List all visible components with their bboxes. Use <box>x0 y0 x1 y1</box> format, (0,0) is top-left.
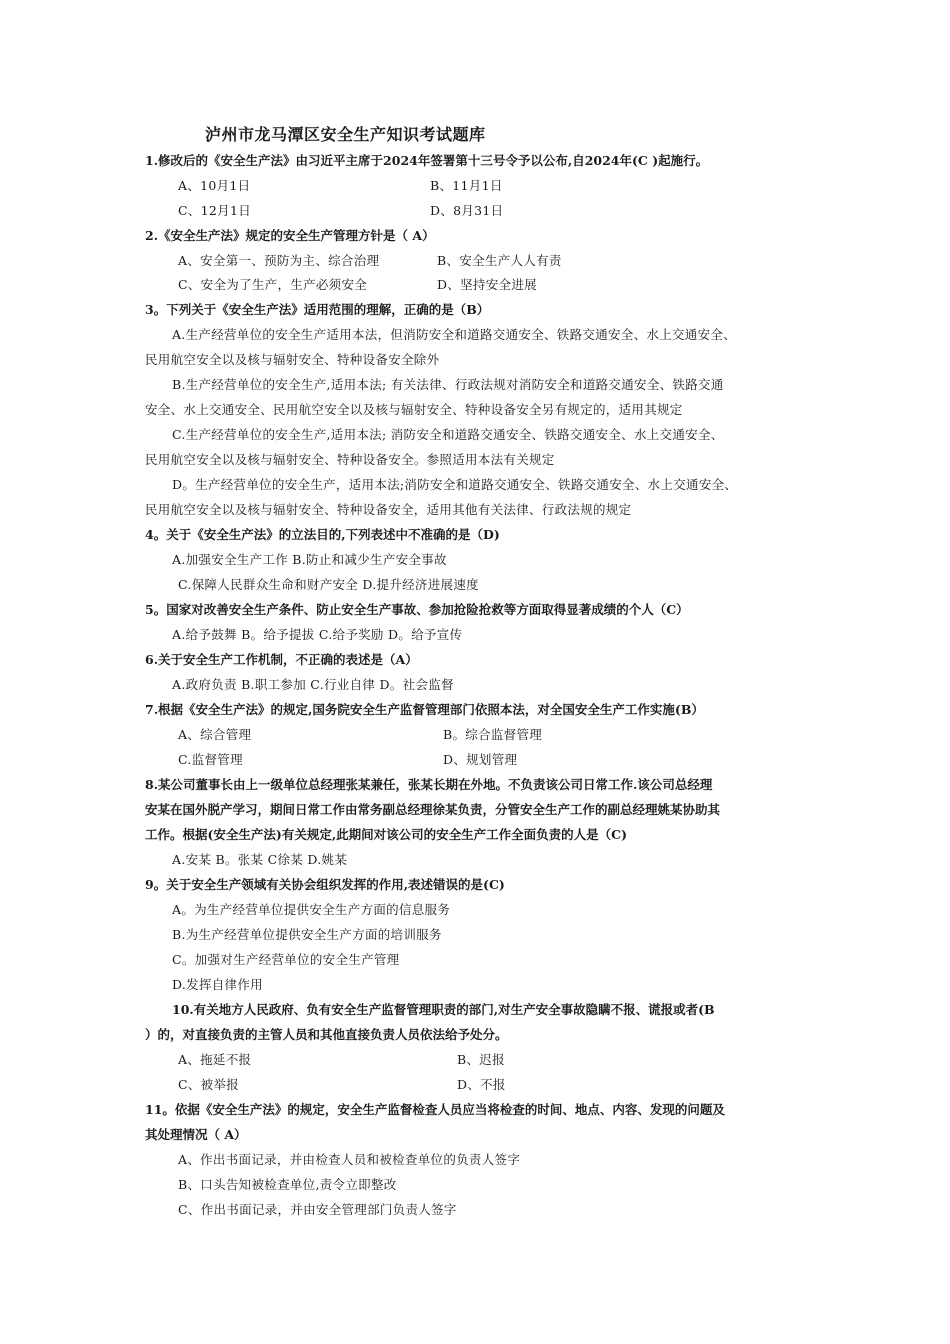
question-text: 9。关于安全生产领域有关协会组织发挥的作用,表述错误的是(C) <box>145 877 505 892</box>
option-text: C.保障人民群众生命和财产安全 D.提升经济进展速度 <box>178 577 479 592</box>
question-text: 6.关于安全生产工作机制，不正确的表述是（A） <box>145 652 418 667</box>
option-text: 民用航空安全以及核与辐射安全、特种设备安全。参照适用本法有关规定 <box>145 452 555 467</box>
option-text: 民用航空安全以及核与辐射安全、特种设备安全除外 <box>145 352 440 367</box>
option-text: A、作出书面记录，并由检查人员和被检查单位的负责人签字 <box>178 1152 521 1167</box>
option-text: D、不报 <box>457 1077 506 1092</box>
option-text: D、规划管理 <box>443 752 518 767</box>
option-text: A、安全第一、预防为主、综合治理 <box>178 253 380 268</box>
option-text: C、安全为了生产，生产必须安全 <box>178 277 368 292</box>
question-text: 3。下列关于《安全生产法》适用范围的理解，正确的是（B） <box>145 302 490 317</box>
question-text: 4。关于《安全生产法》的立法目的,下列表述中不准确的是（D) <box>145 527 500 542</box>
option-text: D、坚持安全进展 <box>437 277 537 292</box>
question-text: 安某在国外脱产学习，期间日常工作由常务副总经理徐某负责，分管安全生产工作的副总经理姚某协助其 <box>145 802 721 817</box>
option-text: C.监督管理 <box>178 752 243 767</box>
option-text: B.生产经营单位的安全生产,适用本法; 有关法律、行政法规对消防安全和道路交通安全、铁路交通 <box>172 377 724 392</box>
option-text: B、口头告知被检查单位,责令立即整改 <box>178 1177 397 1192</box>
option-text: D。生产经营单位的安全生产，适用本法;消防安全和道路交通安全、铁路交通安全、水上交通安全、 <box>172 477 738 492</box>
question-text: 8.某公司董事长由上一级单位总经理张某兼任，张某长期在外地。不负责该公司日常工作.该公司总经理 <box>145 777 713 792</box>
option-text: 民用航空安全以及核与辐射安全、特种设备安全，适用其他有关法律、行政法规的规定 <box>145 502 632 517</box>
option-text: 安全、水上交通安全、民用航空安全以及核与辐射安全、特种设备安全另有规定的，适用其规定 <box>145 402 683 417</box>
option-text: B、安全生产人人有责 <box>437 253 562 268</box>
option-text: A。为生产经营单位提供安全生产方面的信息服务 <box>172 902 451 917</box>
option-text: A、拖延不报 <box>178 1052 252 1067</box>
question-text: 7.根据《安全生产法》的规定,国务院安全生产监督管理部门依照本法，对全国安全生产工作实施(B） <box>145 702 704 717</box>
option-text: C.生产经营单位的安全生产,适用本法; 消防安全和道路交通安全、铁路交通安全、水上交通安全、 <box>172 427 724 442</box>
option-text: C。加强对生产经营单位的安全生产管理 <box>172 952 400 967</box>
option-text: D.发挥自律作用 <box>172 977 263 992</box>
option-text: A.政府负责 B.职工参加 C.行业自律 D。社会监督 <box>172 677 454 692</box>
question-text: 11。依据《安全生产法》的规定，安全生产监督检查人员应当将检查的时间、地点、内容、发现的问题及 <box>145 1102 725 1117</box>
question-text: ）的，对直接负责的主管人员和其他直接负责人员依法给予处分。 <box>145 1027 508 1042</box>
document-title: 泸州市龙马潭区安全生产知识考试题库 <box>205 125 486 144</box>
option-text: A.给予鼓舞 B。给予提拔 C.给予奖励 D。给予宣传 <box>172 627 463 642</box>
question-text: 工作。根据(安全生产法)有关规定,此期间对该公司的安全生产工作全面负责的人是（C) <box>145 827 628 842</box>
question-text: 10.有关地方人民政府、负有安全生产监督管理职责的部门,对生产安全事故隐瞒不报、谎报或者(B <box>172 1002 715 1017</box>
option-text: C、12月1日 <box>178 203 252 218</box>
option-text: A、10月1日 <box>178 178 251 193</box>
option-text: A.生产经营单位的安全生产适用本法，但消防安全和道路交通安全、铁路交通安全、水上交通安全、 <box>172 327 737 342</box>
option-text: A.加强安全生产工作 B.防止和减少生产安全事故 <box>172 552 447 567</box>
question-text: 1.修改后的《安全生产法》由习近平主席于2024年签署第十三号令予以公布,自2024年(C )起施行。 <box>145 153 709 168</box>
option-text: B、迟报 <box>457 1052 505 1067</box>
question-text: 5。国家对改善安全生产条件、防止安全生产事故、参加抢险抢救等方面取得显著成绩的个人（C） <box>145 602 689 617</box>
option-text: A、综合管理 <box>178 727 252 742</box>
question-text: 2.《安全生产法》规定的安全生产管理方针是（ A） <box>145 228 435 243</box>
option-text: D、8月31日 <box>430 203 504 218</box>
option-text: B、11月1日 <box>430 178 503 193</box>
option-text: C、作出书面记录，并由安全管理部门负责人签字 <box>178 1202 457 1217</box>
option-text: C、被举报 <box>178 1077 240 1092</box>
option-text: A.安某 B。张某 C徐某 D.姚某 <box>172 852 348 867</box>
question-text: 其处理情况（ A） <box>145 1127 247 1142</box>
option-text: B.为生产经营单位提供安全生产方面的培训服务 <box>172 927 442 942</box>
option-text: B。综合监督管理 <box>443 727 543 742</box>
